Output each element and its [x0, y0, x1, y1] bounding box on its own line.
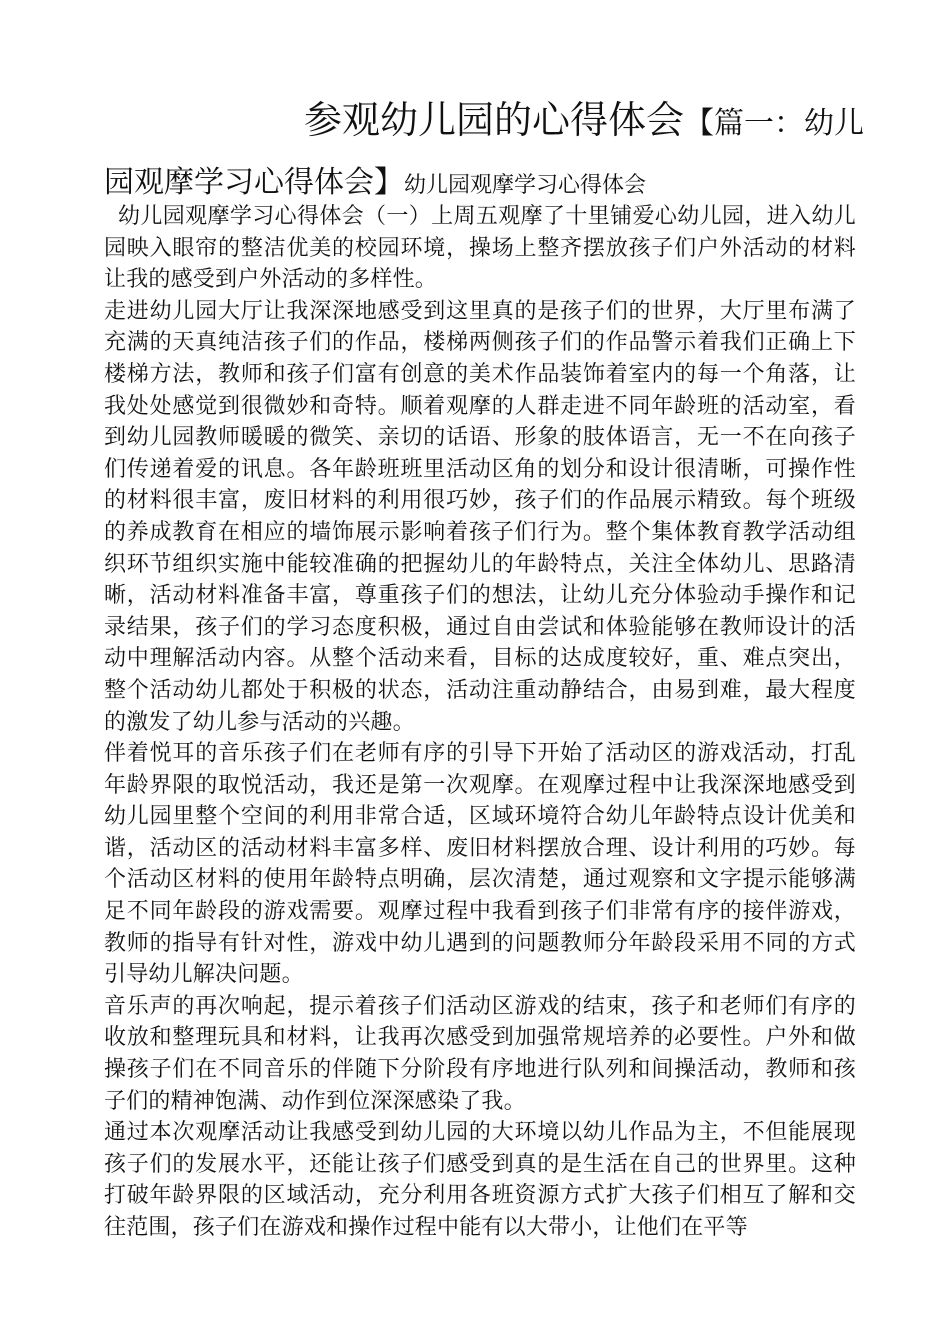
- document-subtitle: 幼儿园观摩学习心得体会: [404, 173, 647, 198]
- paragraph-3: 伴着悦耳的音乐孩子们在老师有序的引导下开始了活动区的游戏活动，打乱年龄界限的取悦活动，我还是第一次观摩。在观摩过程中让我深深地感受到幼儿园里整个空间的利用非常合适，区域环境符合幼儿年龄特点设计优美和谐，活动区的活动材料丰富多样、废旧材料摆放合理、设计利用的巧妙。每个活动区材料的使用年龄特点明确，层次清楚，通过观察和文字提示能够满足不同年龄段的游戏需要。观摩过程中我看到孩子们非常有序的接伴游戏，教师的指导有针对性，游戏中幼儿遇到的问题教师分年龄段采用不同的方式引导幼儿解决问题。: [104, 741, 856, 988]
- title-bracket-part-2: 园观摩学习心得体会】: [104, 165, 404, 200]
- title-line-1: [104, 92, 864, 156]
- title-bracket-part-1: 【篇一：幼儿: [684, 106, 864, 141]
- paragraph-1: 幼儿园观摩学习心得体会（一）上周五观摩了十里铺爱心幼儿园，进入幼儿园映入眼帘的整洁优美的校园环境，操场上整齐摆放孩子们户外活动的材料让我的感受到户外活动的多样性。: [104, 204, 856, 293]
- paragraph-5: 通过本次观摩活动让我感受到幼儿园的大环境以幼儿作品为主，不但能展现孩子们的发展水平，还能让孩子们感受到真的是生活在自己的世界里。这种打破年龄界限的区域活动，充分利用各班资源方式扩大孩子们相互了解和交往范围，孩子们在游戏和操作过程中能有以大带小，让他们在平等: [104, 1120, 856, 1240]
- document-title: 参观幼儿园的心得体会: [303, 98, 684, 142]
- document-body: [104, 201, 856, 1244]
- paragraph-4: 音乐声的再次响起，提示着孩子们活动区游戏的结束，孩子和老师们有序的收放和整理玩具和材料，让我再次感受到加强常规培养的必要性。户外和做操孩子们在不同音乐的伴随下分阶段有序地进行队列和间操活动，教师和孩子们的精神饱满、动作到位深深感染了我。: [104, 993, 856, 1114]
- paragraph-2: 走进幼儿园大厅让我深深地感受到这里真的是孩子们的世界，大厅里布满了充满的天真纯洁孩子们的作品，楼梯两侧孩子们的作品警示着我们正确上下楼梯方法，教师和孩子们富有创意的美术作品装饰着室内的每一个角落，让我处处感觉到很微妙和奇特。顺着观摩的人群走进不同年龄班的活动室，看到幼儿园教师暖暖的微笑、亲切的话语、形象的肢体语言，无一不在向孩子们传递着爱的讯息。各年龄班班里活动区角的划分和设计很清晰，可操作性的材料很丰富，废旧材料的利用很巧妙，孩子们的作品展示精致。每个班级的养成教育在相应的墙饰展示影响着孩子们行为。整个集体教育教学活动组织环节组织实施中能较准确的把握幼儿的年龄特点，关注全体幼儿、思路清晰，活动材料准备丰富，尊重孩子们的想法，让幼儿充分体验动手操作和记录结果，孩子们的学习态度积极，通过自由尝试和体验能够在教师设计的活动中理解活动内容。从整个活动来看，目标的达成度较好，重、难点突出，整个活动幼儿都处于积极的状态，活动注重动静结合，由易到难，最大程度的激发了幼儿参与活动的兴趣。: [104, 298, 856, 735]
